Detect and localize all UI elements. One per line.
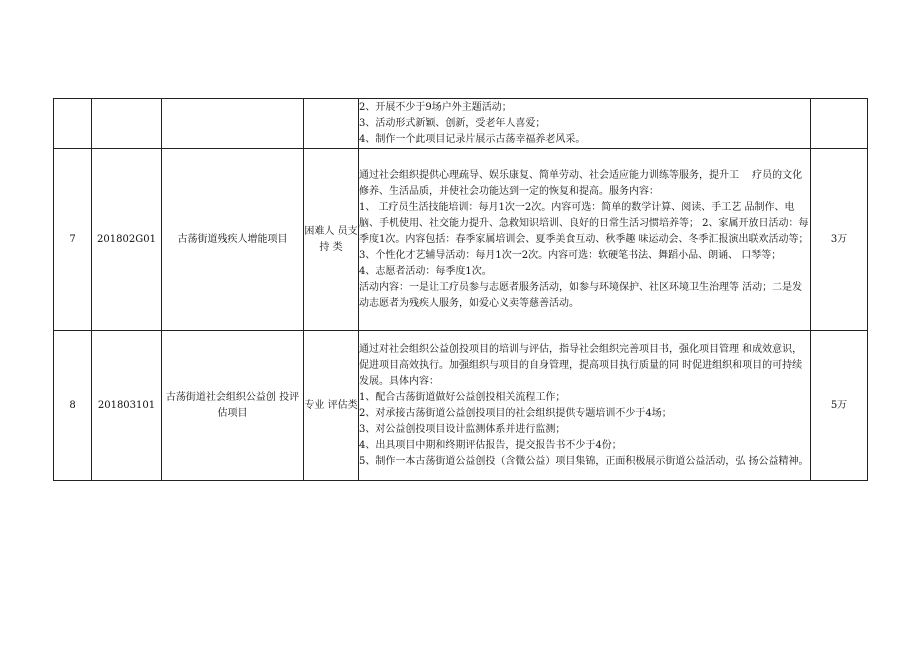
project-content-cell bbox=[359, 99, 811, 149]
row-number-cell bbox=[54, 99, 92, 149]
row-number-cell: 8 bbox=[54, 331, 92, 481]
project-name-cell bbox=[162, 99, 304, 149]
funding-amount-cell: 5万 bbox=[811, 331, 868, 481]
row-number-cell: 7 bbox=[54, 149, 92, 331]
project-code-cell bbox=[92, 99, 162, 149]
content-line: 3、活动形式新颖、创新，受老年人喜爱； bbox=[359, 117, 546, 129]
project-name-cell: 古荡街道残疾人增能项目 bbox=[162, 149, 304, 331]
table-row bbox=[54, 99, 868, 149]
project-name-cell: 古荡街道社会组织公益创 投评估项目 bbox=[162, 331, 304, 481]
project-content-cell bbox=[359, 149, 811, 331]
content-line: 通过对社会组织公益创投项目的培训与评估，指导社会组织完善项目书，强化项目管理 和成效意识，促进项目高效执行。加强组织与项目的自身管理，提高项目执行质量的同 时促进组织和项目的可持续发展。具体内容： bbox=[359, 343, 803, 387]
content-line: 活动内容：一是让工疗员参与志愿者服务活动，如参与环境保护、社区环境卫生治理等 活动；二是发动志愿者为残疾人服务，如爱心义卖等慈善活动。 bbox=[359, 281, 803, 309]
project-type-cell: 困难人 员支持 类 bbox=[304, 149, 359, 331]
content-line: 通过社会组织提供心理疏导、娱乐康复、简单劳动、社会适应能力训练等服务，提升工 疗员的文化修养、生活品质，并使社会功能达到一定的恢复和提高。服务内容： bbox=[359, 169, 803, 197]
funding-amount-cell: 3万 bbox=[811, 149, 868, 331]
content-line: 4、制作一个此项目记录片展示古荡幸福养老风采。 bbox=[359, 133, 586, 145]
project-type-cell bbox=[304, 99, 359, 149]
funding-amount-cell bbox=[811, 99, 868, 149]
project-code-cell: 201802G01 bbox=[92, 149, 162, 331]
content-line: 3、对公益创投项目设计监测体系并进行监测； bbox=[359, 423, 566, 435]
content-line: 4、志愿者活动：每季度1次。 bbox=[359, 265, 492, 277]
table-row bbox=[54, 331, 868, 481]
content-line: 4、出具项目中期和终期评估报告，提交报告书不少于4份； bbox=[359, 439, 622, 451]
project-content-cell bbox=[359, 331, 811, 481]
project-type-cell: 专业 评估类 bbox=[304, 331, 359, 481]
content-line: 3、个性化才艺辅导活动：每月1次一2次。内容可选：软硬笔书法、舞蹈小品、朗诵、 口琴等； bbox=[359, 249, 782, 261]
content-line: 1、 工疗员生活技能培训：每月1次一2次。内容可选：简单的数学计算、阅读、手工艺 品制作、电脑、手机使用、社交能力提升、急救知识培训、良好的日常生活习惯培养等； 2、家属开放日活动：每季度1次。内容包括：春季家属培训会、夏季美食互动、秋季趣 味运动会、冬季汇报演出联欢活动等； bbox=[359, 201, 809, 245]
content-line: 2、开展不少于9场户外主题活动； bbox=[359, 101, 512, 113]
project-table bbox=[53, 98, 868, 481]
project-code-cell: 201803101 bbox=[92, 331, 162, 481]
table-row bbox=[54, 149, 868, 331]
content-line: 5、制作一本古荡街道公益创投（含微公益）项目集锦，正面积极展示街道公益活动，弘 扬公益精神。 bbox=[359, 455, 809, 467]
content-line: 1、配合古荡街道做好公益创投相关流程工作； bbox=[359, 391, 566, 403]
content-line: 2、对承接古荡街道公益创投项目的社会组织提供专题培训不少于4场； bbox=[359, 407, 672, 419]
